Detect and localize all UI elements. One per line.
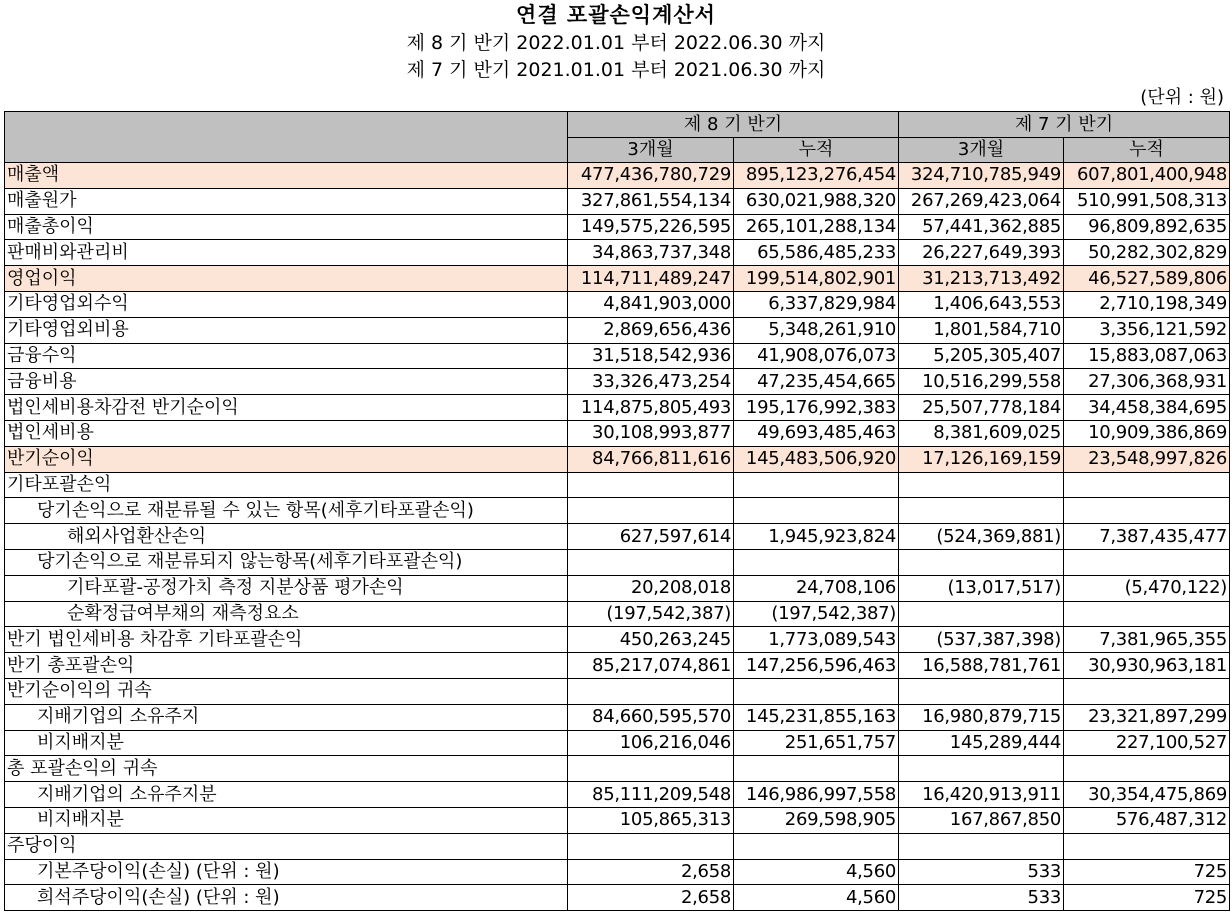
row-label: 법인세비용: [5, 420, 568, 446]
cell-current-3months: 33,326,473,254: [568, 369, 734, 395]
cell-prior-cumulative: (5,470,122): [1064, 575, 1230, 601]
cell-current-3months: 106,216,046: [568, 730, 734, 756]
statement-title: 연결 포괄손익계산서: [516, 3, 716, 27]
cell-current-cumulative: 5,348,261,910: [734, 317, 899, 343]
cell-current-3months: 30,108,993,877: [568, 420, 734, 446]
row-label: 판매비와관리비: [5, 240, 568, 266]
cell-current-3months: 4,841,903,000: [568, 291, 734, 317]
cell-prior-cumulative: 96,809,892,635: [1064, 214, 1230, 240]
table-row: [5, 291, 1230, 317]
header-current-cumulative: 누적: [734, 138, 899, 163]
cell-current-cumulative: 1,945,923,824: [734, 524, 899, 550]
cell-prior-3months: 167,867,850: [899, 807, 1064, 833]
cell-current-cumulative: [734, 472, 899, 498]
cell-current-cumulative: 6,337,829,984: [734, 291, 899, 317]
cell-prior-cumulative: 23,321,897,299: [1064, 704, 1230, 730]
cell-current-3months: 149,575,226,595: [568, 214, 734, 240]
cell-prior-cumulative: 576,487,312: [1064, 807, 1230, 833]
table-row: [5, 678, 1230, 704]
cell-prior-cumulative: 30,354,475,869: [1064, 782, 1230, 808]
row-label: 희석주당이익(손실) (단위 : 원): [5, 885, 568, 911]
cell-prior-cumulative: 7,387,435,477: [1064, 524, 1230, 550]
cell-current-cumulative: 265,101,288,134: [734, 214, 899, 240]
cell-prior-cumulative: 23,548,997,826: [1064, 446, 1230, 472]
cell-prior-3months: (524,369,881): [899, 524, 1064, 550]
table-row: [5, 601, 1230, 627]
cell-prior-3months: 16,980,879,715: [899, 704, 1064, 730]
cell-prior-3months: 533: [899, 859, 1064, 885]
table-row: [5, 343, 1230, 369]
cell-prior-3months: 145,289,444: [899, 730, 1064, 756]
cell-current-3months: 2,869,656,436: [568, 317, 734, 343]
row-label: 총 포괄손익의 귀속: [5, 756, 568, 782]
table-row: [5, 524, 1230, 550]
cell-current-3months: 627,597,614: [568, 524, 734, 550]
cell-prior-3months: 16,588,781,761: [899, 653, 1064, 679]
cell-current-cumulative: 199,514,802,901: [734, 266, 899, 292]
cell-prior-cumulative: 3,356,121,592: [1064, 317, 1230, 343]
cell-current-cumulative: 4,560: [734, 885, 899, 911]
cell-current-3months: 450,263,245: [568, 627, 734, 653]
cell-prior-3months: (537,387,398): [899, 627, 1064, 653]
cell-current-cumulative: 146,986,997,558: [734, 782, 899, 808]
row-label: 지배기업의 소유주지분: [5, 782, 568, 808]
row-label: 주당이익: [5, 833, 568, 859]
cell-current-cumulative: 49,693,485,463: [734, 420, 899, 446]
row-label: 비지배지분: [5, 730, 568, 756]
row-label: 기타영업외비용: [5, 317, 568, 343]
cell-prior-3months: 533: [899, 885, 1064, 911]
cell-current-cumulative: 145,483,506,920: [734, 446, 899, 472]
table-row: [5, 472, 1230, 498]
table-row: [5, 163, 1230, 189]
table-row: [5, 214, 1230, 240]
cell-prior-3months: 16,420,913,911: [899, 782, 1064, 808]
cell-prior-3months: 10,516,299,558: [899, 369, 1064, 395]
header-prior-cumulative: 누적: [1064, 138, 1230, 163]
table-row: [5, 317, 1230, 343]
cell-current-cumulative: 65,586,485,233: [734, 240, 899, 266]
cell-prior-3months: 8,381,609,025: [899, 420, 1064, 446]
cell-prior-cumulative: [1064, 833, 1230, 859]
cell-prior-cumulative: [1064, 472, 1230, 498]
cell-prior-cumulative: [1064, 549, 1230, 575]
cell-prior-3months: 25,507,778,184: [899, 395, 1064, 421]
cell-prior-3months: 1,406,643,553: [899, 291, 1064, 317]
cell-prior-cumulative: 7,381,965,355: [1064, 627, 1230, 653]
cell-prior-cumulative: 10,909,386,869: [1064, 420, 1230, 446]
row-label: 매출원가: [5, 188, 568, 214]
row-label: 기타포괄손익: [5, 472, 568, 498]
cell-current-3months: 85,111,209,548: [568, 782, 734, 808]
table-row: [5, 833, 1230, 859]
cell-current-cumulative: 47,235,454,665: [734, 369, 899, 395]
table-row: [5, 885, 1230, 911]
cell-current-cumulative: [734, 756, 899, 782]
row-label: 반기 총포괄손익: [5, 653, 568, 679]
header-prior-3months: 3개월: [899, 138, 1064, 163]
cell-prior-cumulative: 510,991,508,313: [1064, 188, 1230, 214]
row-label: 반기순이익의 귀속: [5, 678, 568, 704]
row-label: 기본주당이익(손실) (단위 : 원): [5, 859, 568, 885]
table-row: [5, 627, 1230, 653]
table-row: [5, 188, 1230, 214]
cell-current-cumulative: 195,176,992,383: [734, 395, 899, 421]
cell-prior-cumulative: [1064, 498, 1230, 524]
cell-prior-cumulative: 227,100,527: [1064, 730, 1230, 756]
cell-prior-cumulative: 725: [1064, 885, 1230, 911]
row-label: 해외사업환산손익: [5, 524, 568, 550]
cell-current-cumulative: 41,908,076,073: [734, 343, 899, 369]
row-label: 매출액: [5, 163, 568, 189]
cell-prior-cumulative: [1064, 678, 1230, 704]
cell-prior-3months: [899, 472, 1064, 498]
cell-current-3months: 114,711,489,247: [568, 266, 734, 292]
cell-prior-3months: (13,017,517): [899, 575, 1064, 601]
cell-current-3months: [568, 833, 734, 859]
prior-period: 제 7 기 반기 2021.01.01 부터 2021.06.30 까지: [406, 59, 826, 81]
cell-current-3months: 2,658: [568, 885, 734, 911]
unit-label: (단위 : 원): [1140, 87, 1224, 108]
cell-prior-3months: [899, 601, 1064, 627]
row-label: 순확정급여부채의 재측정요소: [5, 601, 568, 627]
row-label: 지배기업의 소유주지: [5, 704, 568, 730]
cell-current-cumulative: [734, 833, 899, 859]
cell-prior-3months: [899, 833, 1064, 859]
table-row: [5, 498, 1230, 524]
cell-prior-cumulative: 15,883,087,063: [1064, 343, 1230, 369]
cell-current-3months: 2,658: [568, 859, 734, 885]
table-row: [5, 704, 1230, 730]
cell-prior-cumulative: [1064, 756, 1230, 782]
row-label: 금융수익: [5, 343, 568, 369]
cell-current-3months: 477,436,780,729: [568, 163, 734, 189]
cell-prior-cumulative: 46,527,589,806: [1064, 266, 1230, 292]
header-period-prior: 제 7 기 반기: [899, 112, 1230, 138]
table-row: [5, 730, 1230, 756]
cell-prior-3months: 31,213,713,492: [899, 266, 1064, 292]
cell-prior-3months: [899, 756, 1064, 782]
cell-prior-cumulative: 50,282,302,829: [1064, 240, 1230, 266]
income-statement-table: [4, 111, 1230, 911]
table-row: [5, 575, 1230, 601]
table-row: [5, 807, 1230, 833]
table-row: [5, 446, 1230, 472]
row-label: 금융비용: [5, 369, 568, 395]
header-item-column: [5, 112, 568, 163]
cell-current-3months: [568, 498, 734, 524]
table-row: [5, 653, 1230, 679]
cell-current-cumulative: [734, 498, 899, 524]
cell-prior-3months: 267,269,423,064: [899, 188, 1064, 214]
cell-current-cumulative: 630,021,988,320: [734, 188, 899, 214]
table-row: [5, 369, 1230, 395]
cell-current-3months: 84,766,811,616: [568, 446, 734, 472]
cell-current-cumulative: 145,231,855,163: [734, 704, 899, 730]
cell-current-3months: [568, 549, 734, 575]
cell-current-cumulative: 251,651,757: [734, 730, 899, 756]
header-row-periods: [5, 112, 1230, 138]
row-label: 기타포괄-공정가치 측정 지분상품 평가손익: [5, 575, 568, 601]
cell-current-3months: 85,217,074,861: [568, 653, 734, 679]
cell-prior-cumulative: 725: [1064, 859, 1230, 885]
cell-current-3months: [568, 756, 734, 782]
table-row: [5, 395, 1230, 421]
cell-prior-3months: 57,441,362,885: [899, 214, 1064, 240]
cell-current-3months: 84,660,595,570: [568, 704, 734, 730]
cell-current-3months: [568, 678, 734, 704]
cell-prior-3months: [899, 549, 1064, 575]
cell-current-3months: 114,875,805,493: [568, 395, 734, 421]
header-current-3months: 3개월: [568, 138, 734, 163]
row-label: 비지배지분: [5, 807, 568, 833]
table-row: [5, 756, 1230, 782]
table-body: [5, 163, 1230, 911]
table-row: [5, 782, 1230, 808]
row-label: 법인세비용차감전 반기순이익: [5, 395, 568, 421]
cell-prior-3months: 1,801,584,710: [899, 317, 1064, 343]
cell-prior-3months: 5,205,305,407: [899, 343, 1064, 369]
cell-prior-cumulative: 30,930,963,181: [1064, 653, 1230, 679]
header-period-current: 제 8 기 반기: [568, 112, 899, 138]
cell-prior-cumulative: [1064, 601, 1230, 627]
cell-prior-3months: [899, 498, 1064, 524]
cell-current-3months: (197,542,387): [568, 601, 734, 627]
cell-prior-cumulative: 607,801,400,948: [1064, 163, 1230, 189]
cell-current-cumulative: 24,708,106: [734, 575, 899, 601]
cell-prior-cumulative: 27,306,368,931: [1064, 369, 1230, 395]
cell-current-cumulative: (197,542,387): [734, 601, 899, 627]
table-row: [5, 240, 1230, 266]
cell-prior-3months: 26,227,649,393: [899, 240, 1064, 266]
cell-prior-cumulative: 34,458,384,695: [1064, 395, 1230, 421]
cell-current-cumulative: 1,773,089,543: [734, 627, 899, 653]
cell-current-3months: 327,861,554,134: [568, 188, 734, 214]
cell-current-cumulative: 895,123,276,454: [734, 163, 899, 189]
cell-current-cumulative: 4,560: [734, 859, 899, 885]
table-row: [5, 266, 1230, 292]
cell-current-3months: 31,518,542,936: [568, 343, 734, 369]
row-label: 당기손익으로 재분류될 수 있는 항목(세후기타포괄손익): [5, 498, 568, 524]
cell-current-cumulative: 269,598,905: [734, 807, 899, 833]
row-label: 매출총이익: [5, 214, 568, 240]
row-label: 반기 법인세비용 차감후 기타포괄손익: [5, 627, 568, 653]
cell-current-3months: [568, 472, 734, 498]
cell-prior-3months: 324,710,785,949: [899, 163, 1064, 189]
row-label: 당기손익으로 재분류되지 않는항목(세후기타포괄손익): [5, 549, 568, 575]
cell-prior-3months: [899, 678, 1064, 704]
cell-current-cumulative: 147,256,596,463: [734, 653, 899, 679]
cell-current-3months: 34,863,737,348: [568, 240, 734, 266]
cell-prior-3months: 17,126,169,159: [899, 446, 1064, 472]
cell-prior-cumulative: 2,710,198,349: [1064, 291, 1230, 317]
row-label: 영업이익: [5, 266, 568, 292]
cell-current-3months: 105,865,313: [568, 807, 734, 833]
table-row: [5, 549, 1230, 575]
table-row: [5, 859, 1230, 885]
cell-current-cumulative: [734, 549, 899, 575]
cell-current-cumulative: [734, 678, 899, 704]
table-row: [5, 420, 1230, 446]
current-period: 제 8 기 반기 2022.01.01 부터 2022.06.30 까지: [406, 32, 826, 54]
cell-current-3months: 20,208,018: [568, 575, 734, 601]
row-label: 기타영업외수익: [5, 291, 568, 317]
row-label: 반기순이익: [5, 446, 568, 472]
